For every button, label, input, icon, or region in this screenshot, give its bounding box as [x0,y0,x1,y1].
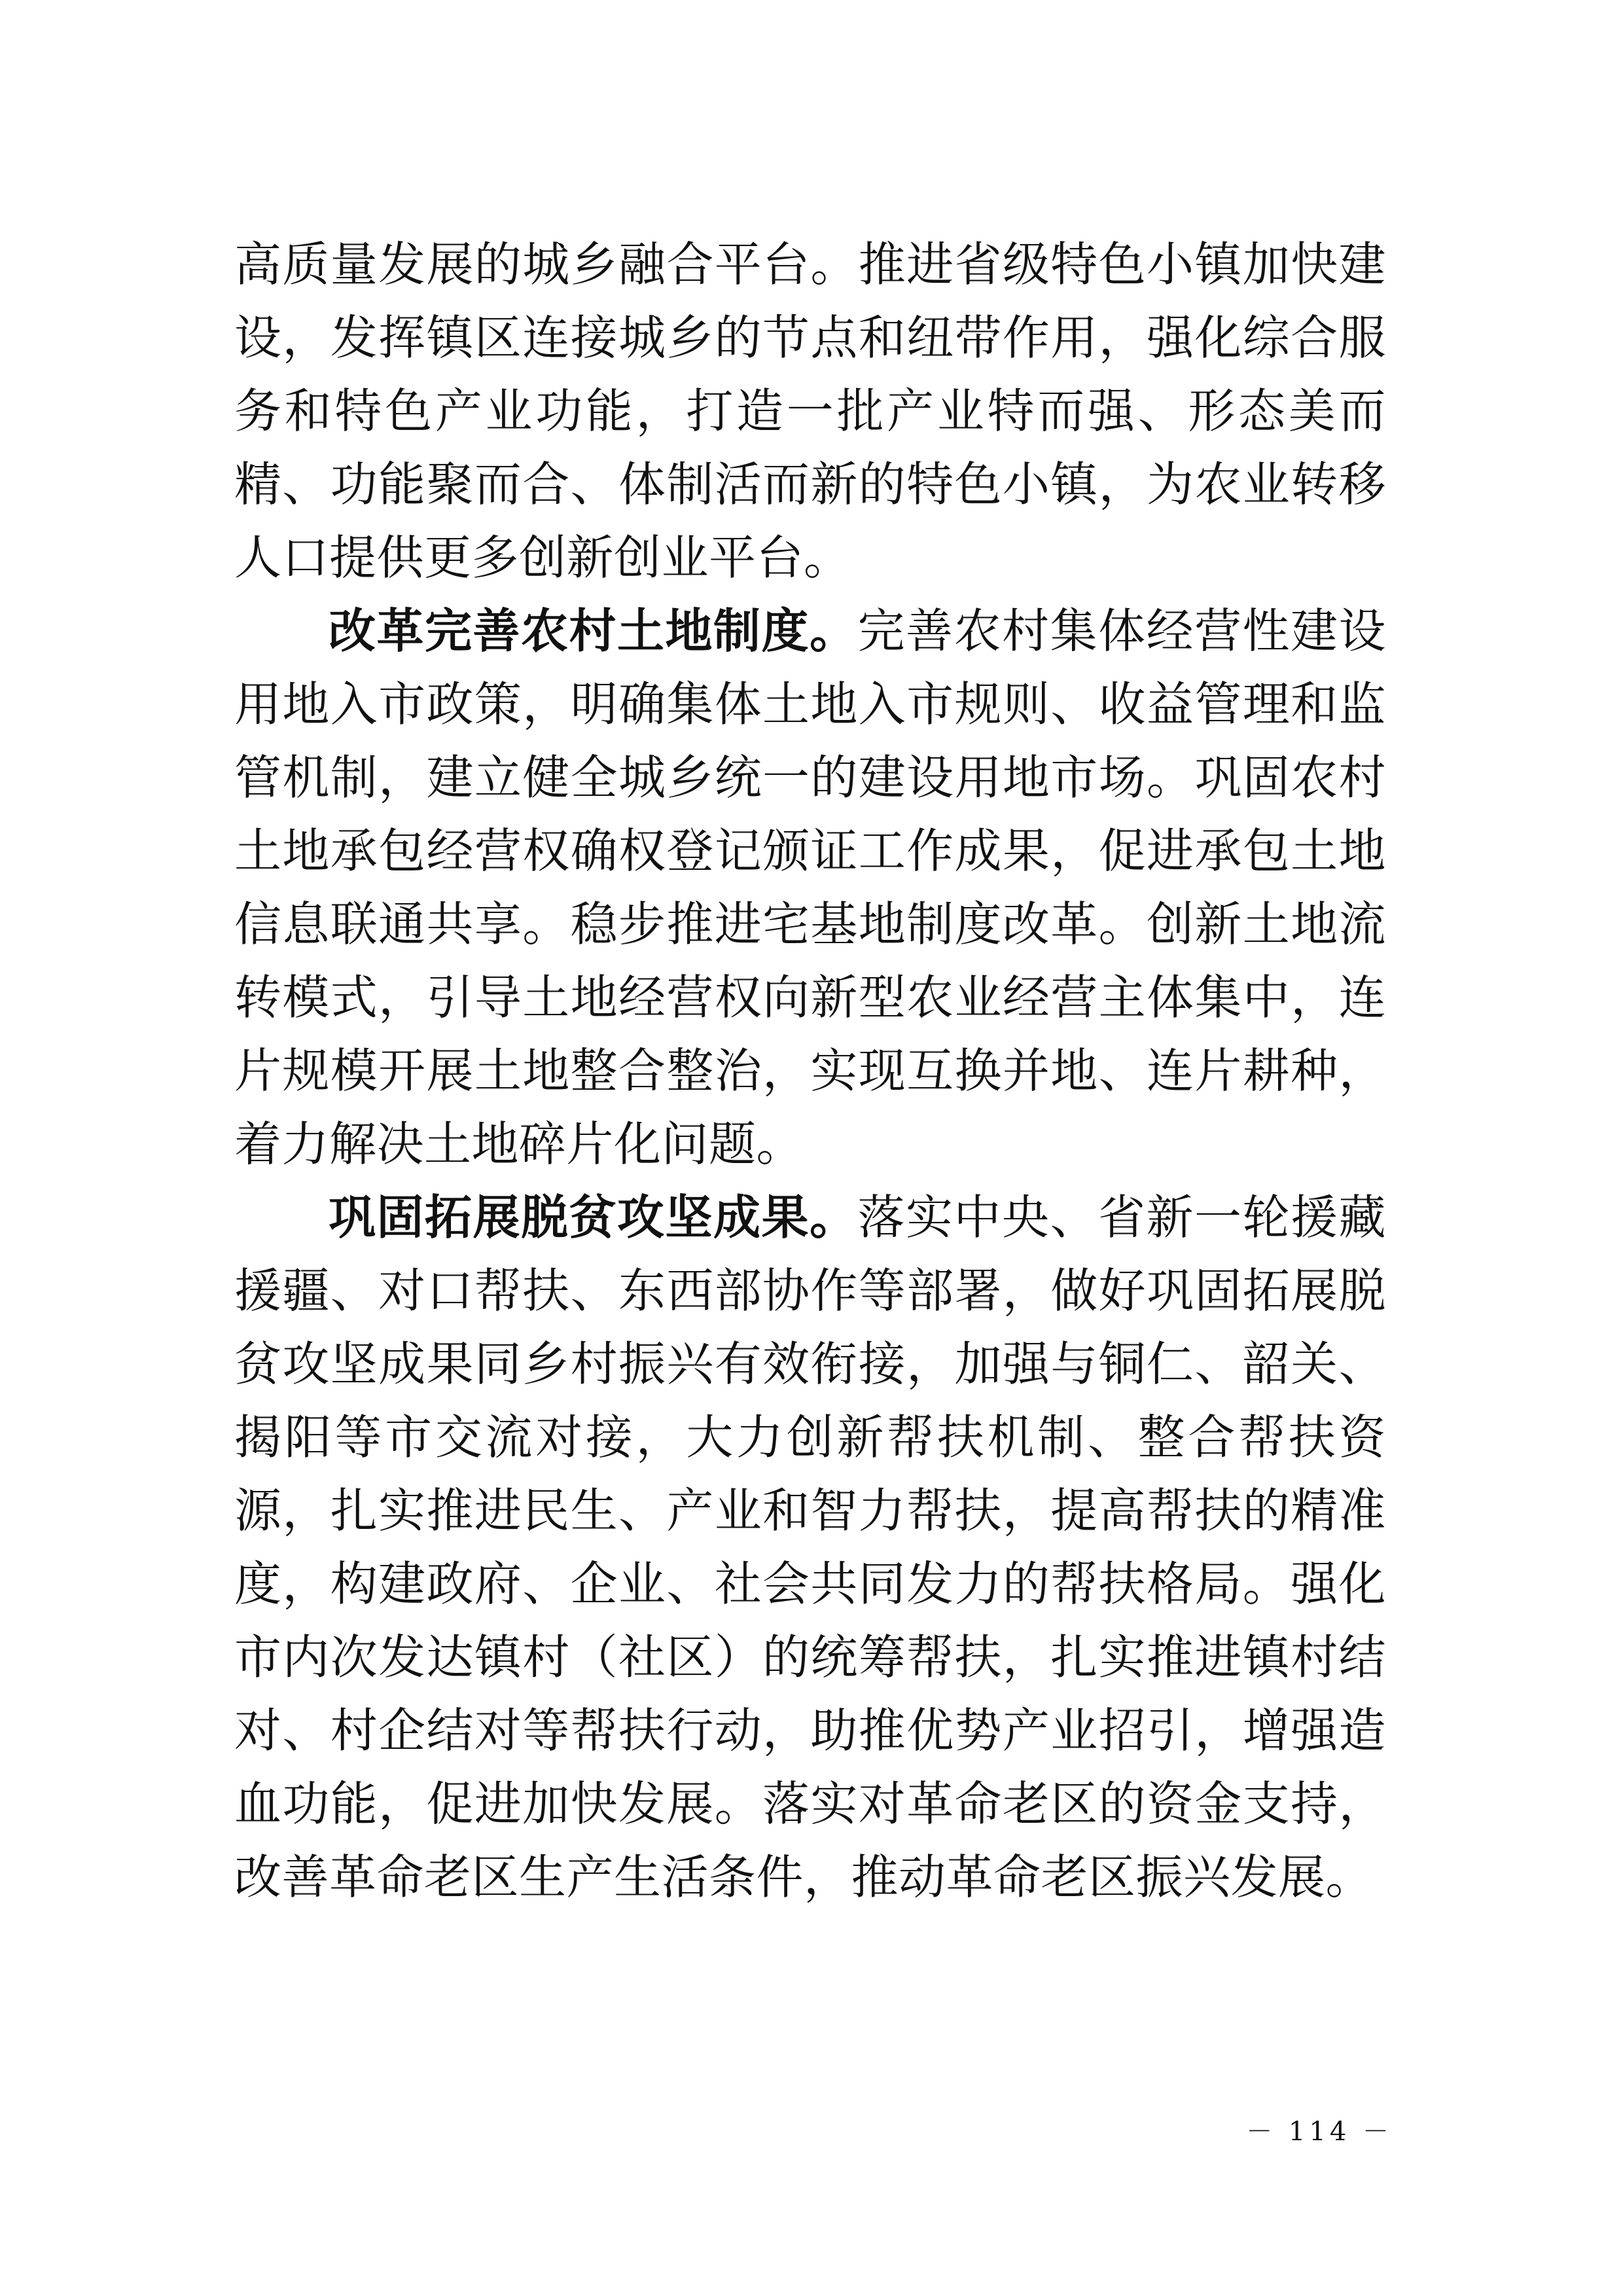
paragraph-poverty-alleviation [234,1181,1386,1914]
paragraph-text: 落实中央、省新一轮援藏援疆、对口帮扶、东西部协作等部署，做好巩固拓展脱贫攻坚成果同乡村振兴有效衔接，加强与铜仁、韶关、揭阳等市交流对接，大力创新帮扶机制、整合帮扶资源，扎实推进民生、产业和智力帮扶，提高帮扶的精准度，构建政府、企业、社会共同发力的帮扶格局。强化市内次发达镇村（社区）的统筹帮扶，扎实推进镇村结对、村企结对等帮扶行动，助推优势产业招引，增强造血功能，促进加快发展。落实对革命老区的资金支持，改善革命老区生产生活条件，推动革命老区振兴发展。 [234,1190,1386,1905]
paragraph-continuation [234,228,1386,594]
body-text [234,228,1386,1914]
page-number: － 114 － [1246,2117,1393,2147]
paragraph-text: 高质量发展的城乡融合平台。推进省级特色小镇加快建设，发挥镇区连接城乡的节点和纽带作用，强化综合服务和特色产业功能，打造一批产业特而强、形态美而精、功能聚而合、体制活而新的特色小镇，为农业转移人口提供更多创新创业平台。 [234,237,1386,585]
paragraph-land-reform [234,594,1386,1181]
paragraph-heading: 改革完善农村土地制度。 [329,603,858,658]
paragraph-heading: 巩固拓展脱贫攻坚成果。 [329,1189,858,1245]
paragraph-text: 完善农村集体经营性建设用地入市政策，明确集体土地入市规则、收益管理和监管机制，建立健全城乡统一的建设用地市场。巩固农村土地承包经营权确权登记颁证工作成果，促进承包土地信息联通共享。稳步推进宅基地制度改革。创新土地流转模式，引导土地经营权向新型农业经营主体集中，连片规模开展土地整合整治，实现互换并地、连片耕种，着力解决土地碎片化问题。 [234,603,1386,1172]
